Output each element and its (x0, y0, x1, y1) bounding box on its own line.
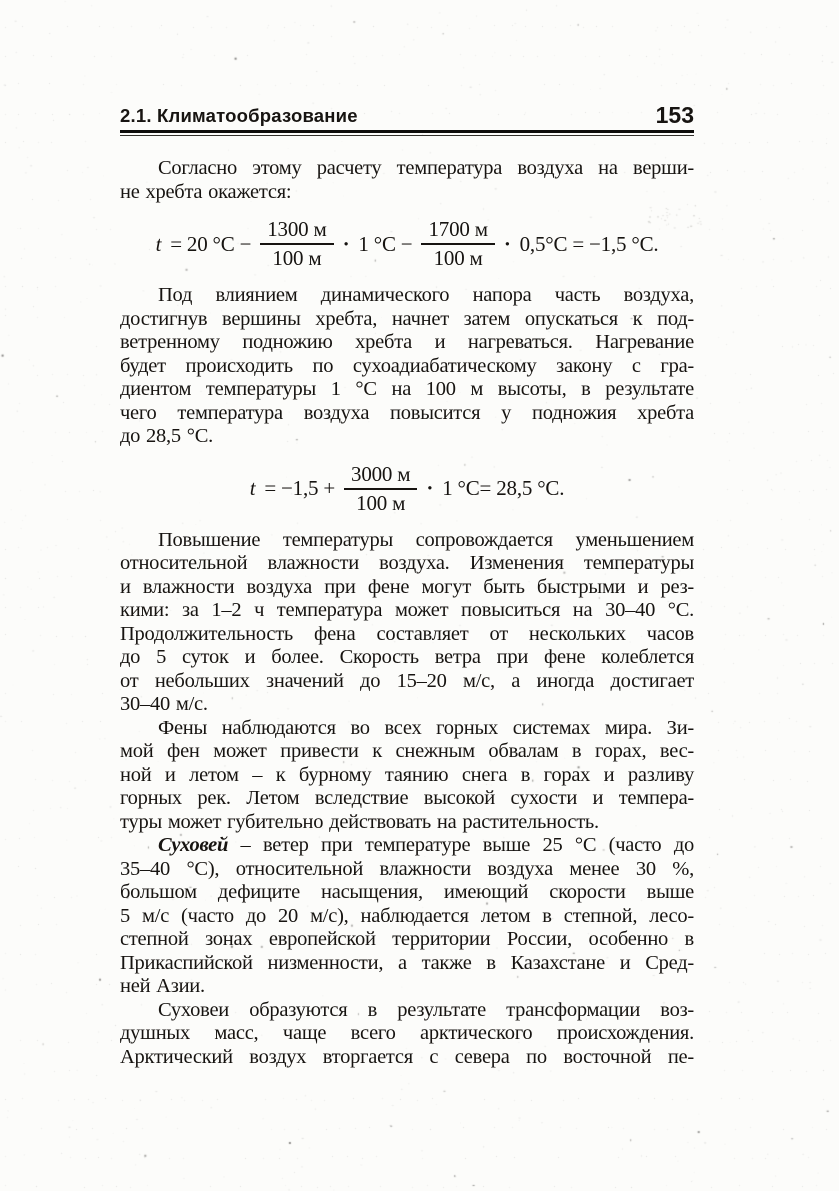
formula-variable: t (249, 476, 256, 500)
text-line: степной зонах европейской территории России, особенно в (120, 928, 694, 950)
term-lead: Суховей (158, 834, 229, 856)
fraction-numerator: 1700 м (421, 218, 494, 245)
text-line: и влажности воздуха при фене могут быть быстрыми и рез- (120, 575, 694, 598)
text-line: ной и летом – к бурному таянию снега в горах и разливу (120, 763, 694, 786)
text-line: горных рек. Летом вследствие высокой сухости и темпера- (120, 787, 694, 809)
fraction-1300-over-100 (260, 218, 333, 270)
formula-result-term: 0,5°С = −1,5 °С. (519, 231, 659, 256)
paragraph-foehn-world (120, 717, 694, 835)
text-line: Арктический воздух вторгается с севера по восточной пе- (120, 1045, 694, 1068)
fraction-3000-over-100 (344, 463, 417, 515)
text-line: достигнув вершины хребта, начнет затем опускаться к под- (120, 307, 694, 330)
header-rule-thin (120, 135, 694, 136)
text-line: 5 м/с (часто до 20 м/с), наблюдается летом в степной, лесо- (120, 904, 694, 927)
formula-foot-temperature (120, 462, 694, 516)
text-line: ветренному подножию хребта и нагреваться. Нагревание (120, 331, 694, 353)
page-number: 153 (655, 102, 694, 128)
text-line: большом дефиците насыщения, имеющий скорости выше (120, 881, 694, 903)
text-line: ней Азии. (120, 975, 205, 997)
section-title: 2.1. Климатообразование (120, 105, 358, 126)
formula-summit-temperature (120, 217, 694, 271)
formula-variable: t (155, 231, 162, 256)
text-line: Под влиянием динамического напора часть воздуха, (158, 284, 694, 306)
text-line: Продолжительность фена составляет от нескольких часов (120, 622, 694, 645)
text-line: до 28,5 °С. (120, 425, 214, 447)
text-line: будет происходить по сухоадиабатическому закону с гра- (120, 354, 694, 377)
fraction-denominator: 100 м (433, 246, 483, 270)
text-line: туры может губительно действовать на растительность. (120, 810, 599, 833)
text-line: до 5 суток и более. Скорость ветра при фене колеблется (120, 646, 694, 668)
fraction-numerator: 1300 м (260, 218, 333, 245)
paragraph-sukhovei-origin (120, 999, 694, 1070)
formula-equals-term: = 20 °С − (170, 231, 252, 256)
fraction-numerator: 3000 м (344, 463, 417, 490)
fraction-1700-over-100 (421, 218, 494, 270)
text-line: Суховеи образуются в результате трансформации воз- (158, 998, 694, 1021)
fraction-denominator: 100 м (356, 490, 406, 515)
text-line: от небольших значений до 15–20 м/с, а иногда достигает (120, 669, 694, 692)
paragraph-sukhovei-definition (120, 834, 694, 999)
text-line: диентом температуры 1 °С на 100 м высоты, в результате (120, 378, 694, 400)
text-line: Прикаспийской низменности, а также в Казахстане и Сред- (120, 951, 694, 974)
formula-middle-term: 1 °С − (358, 231, 413, 256)
text-line: Повышение температуры сопровождается уменьшением (158, 528, 694, 551)
text-line: чего температура воздуха повысится у подножия хребта (120, 401, 694, 424)
page-content (120, 104, 694, 1069)
text-line: душных масс, чаще всего арктического происхождения. (120, 1022, 694, 1044)
text-line: мой фен может привести к снежным обвалам в горах, вес- (120, 740, 694, 762)
text-line: 30–40 м/с. (120, 693, 208, 715)
text-line: Согласно этому расчету температура воздуха на верши- (158, 157, 694, 179)
paragraph-intro (120, 157, 694, 204)
multiplication-dot: · (342, 231, 350, 256)
text-line: не хребта окажется: (120, 180, 292, 203)
text-line: Фены наблюдаются во всех горных системах мира. Зи- (158, 716, 694, 739)
multiplication-dot: · (503, 231, 511, 256)
fraction-denominator: 100 м (272, 246, 322, 270)
paragraph-foehn-descent (120, 284, 694, 449)
header-rule-thick (120, 130, 694, 133)
multiplication-dot: · (426, 476, 434, 500)
running-head (120, 104, 694, 127)
formula-equals-term: = −1,5 + (264, 476, 336, 500)
text-line: кими: за 1–2 ч температура может повыситься на 30–40 °С. (120, 599, 694, 621)
text-line: 35–40 °С), относительной влажности воздуха менее 30 %, (120, 857, 694, 880)
text-line: относительной влажности воздуха. Изменения температуры (120, 552, 694, 574)
text-line: Суховей – ветер при температуре выше 25 °С (часто до (158, 834, 694, 856)
formula-result-term: 1 °С= 28,5 °С. (442, 476, 565, 500)
paragraph-foehn-effects (120, 529, 694, 717)
